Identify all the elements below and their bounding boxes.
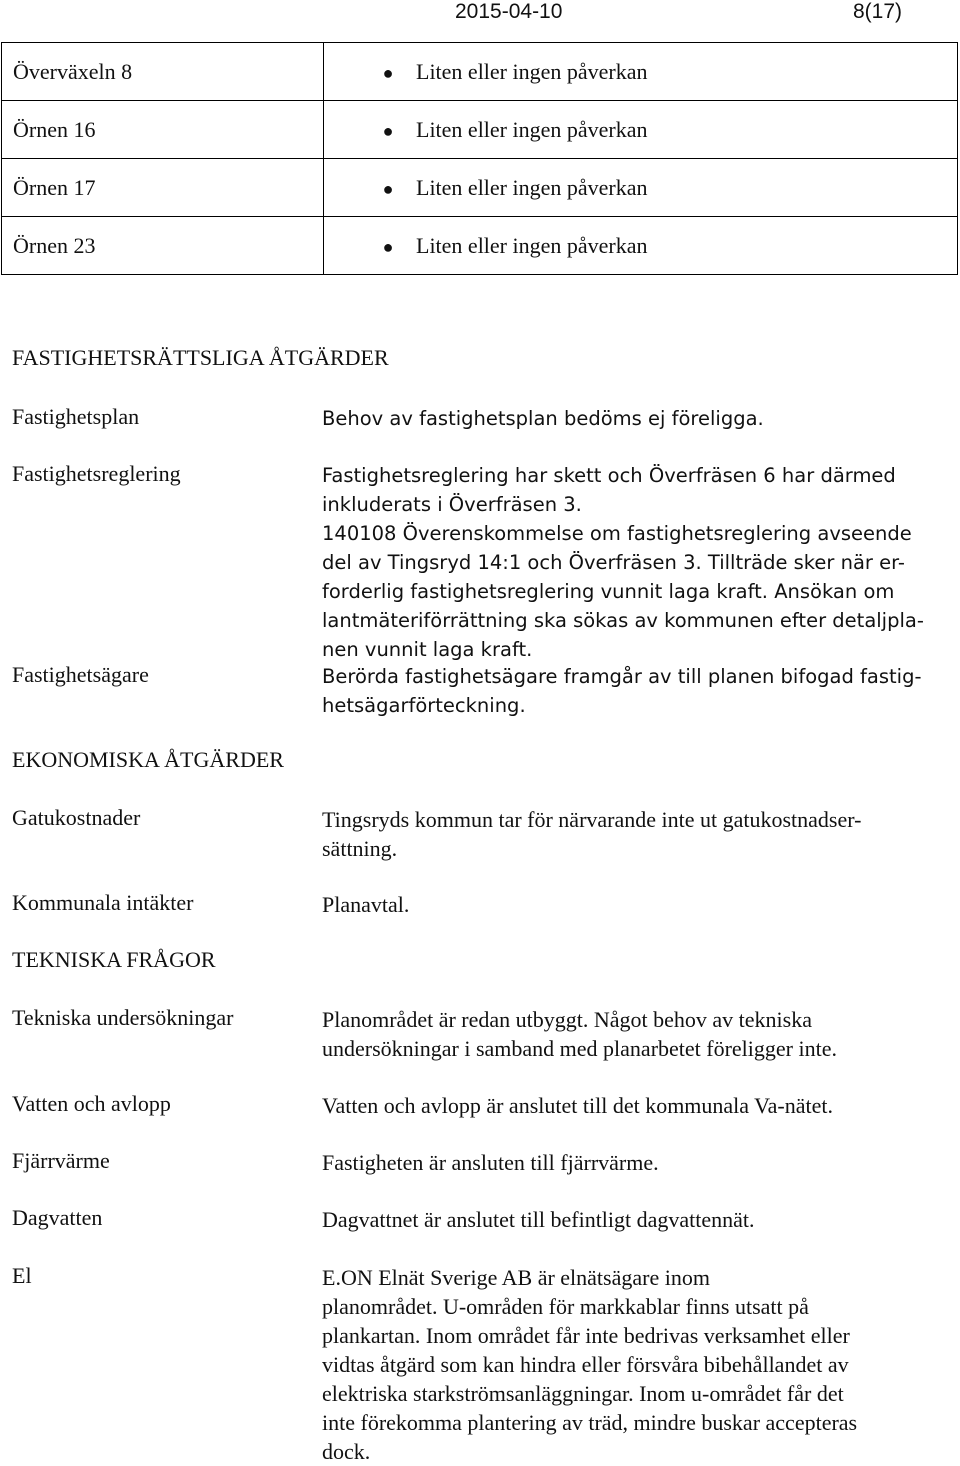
text-fastighetsreglering (322, 461, 942, 664)
label-kommunala-intakter: Kommunala intäkter (12, 890, 194, 915)
text-fastighetsplan (322, 404, 942, 433)
paragraph-line: Dagvattnet är anslutet till befintligt dagvattennät. (322, 1207, 755, 1232)
paragraph-line: inte förekomma plantering av träd, mindre buskar accepteras (322, 1410, 858, 1435)
page-header (0, 0, 960, 30)
paragraph-line: hetsägarförteckning. (322, 694, 526, 717)
paragraph-line: Vatten och avlopp är anslutet till det kommunala Va-nätet. (322, 1093, 833, 1118)
impact-text: Liten eller ingen påverkan (416, 58, 648, 84)
paragraph-line: Planavtal. (322, 892, 410, 917)
bullet-icon: ● (382, 120, 394, 141)
label-vatten-och-avlopp: Vatten och avlopp (12, 1091, 171, 1116)
paragraph-line: inkluderats i Överfräsen 3. (322, 493, 582, 516)
paragraph-line: dock. (322, 1439, 371, 1464)
property-name: Örnen 16 (2, 101, 324, 159)
paragraph-line: E.ON Elnät Sverige AB är elnätsägare inom (322, 1265, 710, 1290)
impact-text: Liten eller ingen påverkan (416, 116, 648, 142)
table-row (2, 101, 958, 159)
impact-table (1, 42, 958, 275)
paragraph-line: planområdet. U-områden för markkablar finns utsatt på (322, 1294, 809, 1319)
text-gatukostnader (322, 805, 942, 863)
text-kommunala-intakter (322, 890, 942, 919)
table-row (2, 217, 958, 275)
section-title-ekonomi: EKONOMISKA ÅTGÄRDER (12, 747, 284, 772)
section-title-fastighet: FASTIGHETSRÄTTSLIGA ÅTGÄRDER (12, 345, 389, 370)
text-el (322, 1263, 942, 1466)
paragraph-line: Behov av fastighetsplan bedöms ej föreligga. (322, 407, 764, 430)
label-fastighetsagare: Fastighetsägare (12, 662, 149, 687)
impact-cell (324, 217, 958, 275)
section-title-teknik: TEKNISKA FRÅGOR (12, 947, 216, 972)
paragraph-line: Berörda fastighetsägare framgår av till planen bifogad fastig- (322, 665, 922, 688)
property-name: Örnen 23 (2, 217, 324, 275)
property-name: Överväxeln 8 (2, 43, 324, 101)
impact-text: Liten eller ingen påverkan (416, 232, 648, 258)
impact-text: Liten eller ingen påverkan (416, 174, 648, 200)
paragraph-line: plankartan. Inom området får inte bedrivas verksamhet eller (322, 1323, 850, 1348)
text-fjarrvarme (322, 1148, 942, 1177)
label-fastighetsplan: Fastighetsplan (12, 404, 140, 429)
impact-cell (324, 159, 958, 217)
paragraph-line: vidtas åtgärd som kan hindra eller försvåra bibehållandet av (322, 1352, 849, 1377)
paragraph-line: 140108 Överenskommelse om fastighetsreglering avseende (322, 522, 912, 545)
text-fastighetsagare (322, 662, 942, 720)
property-name: Örnen 17 (2, 159, 324, 217)
page-number: 8(17) (853, 0, 903, 23)
paragraph-line: sättning. (322, 836, 398, 861)
paragraph-line: Fastigheten är ansluten till fjärrvärme. (322, 1150, 659, 1175)
label-tekniska-undersokningar: Tekniska undersökningar (12, 1005, 234, 1030)
text-vatten-och-avlopp (322, 1091, 942, 1120)
paragraph-line: Planområdet är redan utbyggt. Något behov av tekniska (322, 1007, 812, 1032)
paragraph-line: elektriska starkströmsanläggningar. Inom u-området får det (322, 1381, 844, 1406)
paragraph-line: undersökningar i samband med planarbetet föreligger inte. (322, 1036, 837, 1061)
label-fjarrvarme: Fjärrvärme (12, 1148, 110, 1173)
paragraph-line: forderlig fastighetsreglering vunnit laga kraft. Ansökan om (322, 580, 895, 603)
impact-cell (324, 101, 958, 159)
label-el: El (12, 1263, 32, 1288)
paragraph-line: nen vunnit laga kraft. (322, 638, 533, 661)
document-date: 2015-04-10 (455, 0, 563, 23)
label-dagvatten: Dagvatten (12, 1205, 103, 1230)
text-tekniska-undersokningar (322, 1005, 942, 1063)
paragraph-line: Tingsryds kommun tar för närvarande inte ut gatukostnadser- (322, 807, 862, 832)
bullet-icon: ● (382, 62, 394, 83)
label-gatukostnader: Gatukostnader (12, 805, 141, 830)
bullet-icon: ● (382, 236, 394, 257)
table-row (2, 159, 958, 217)
bullet-icon: ● (382, 178, 394, 199)
paragraph-line: del av Tingsryd 14:1 och Överfräsen 3. Tillträde sker när er- (322, 551, 905, 574)
paragraph-line: Fastighetsreglering har skett och Överfräsen 6 har därmed (322, 464, 896, 487)
table-row (2, 43, 958, 101)
label-fastighetsreglering: Fastighetsreglering (12, 461, 181, 486)
paragraph-line: lantmäteriförrättning ska sökas av kommunen efter detaljpla- (322, 609, 924, 632)
text-dagvatten (322, 1205, 942, 1234)
impact-cell (324, 43, 958, 101)
